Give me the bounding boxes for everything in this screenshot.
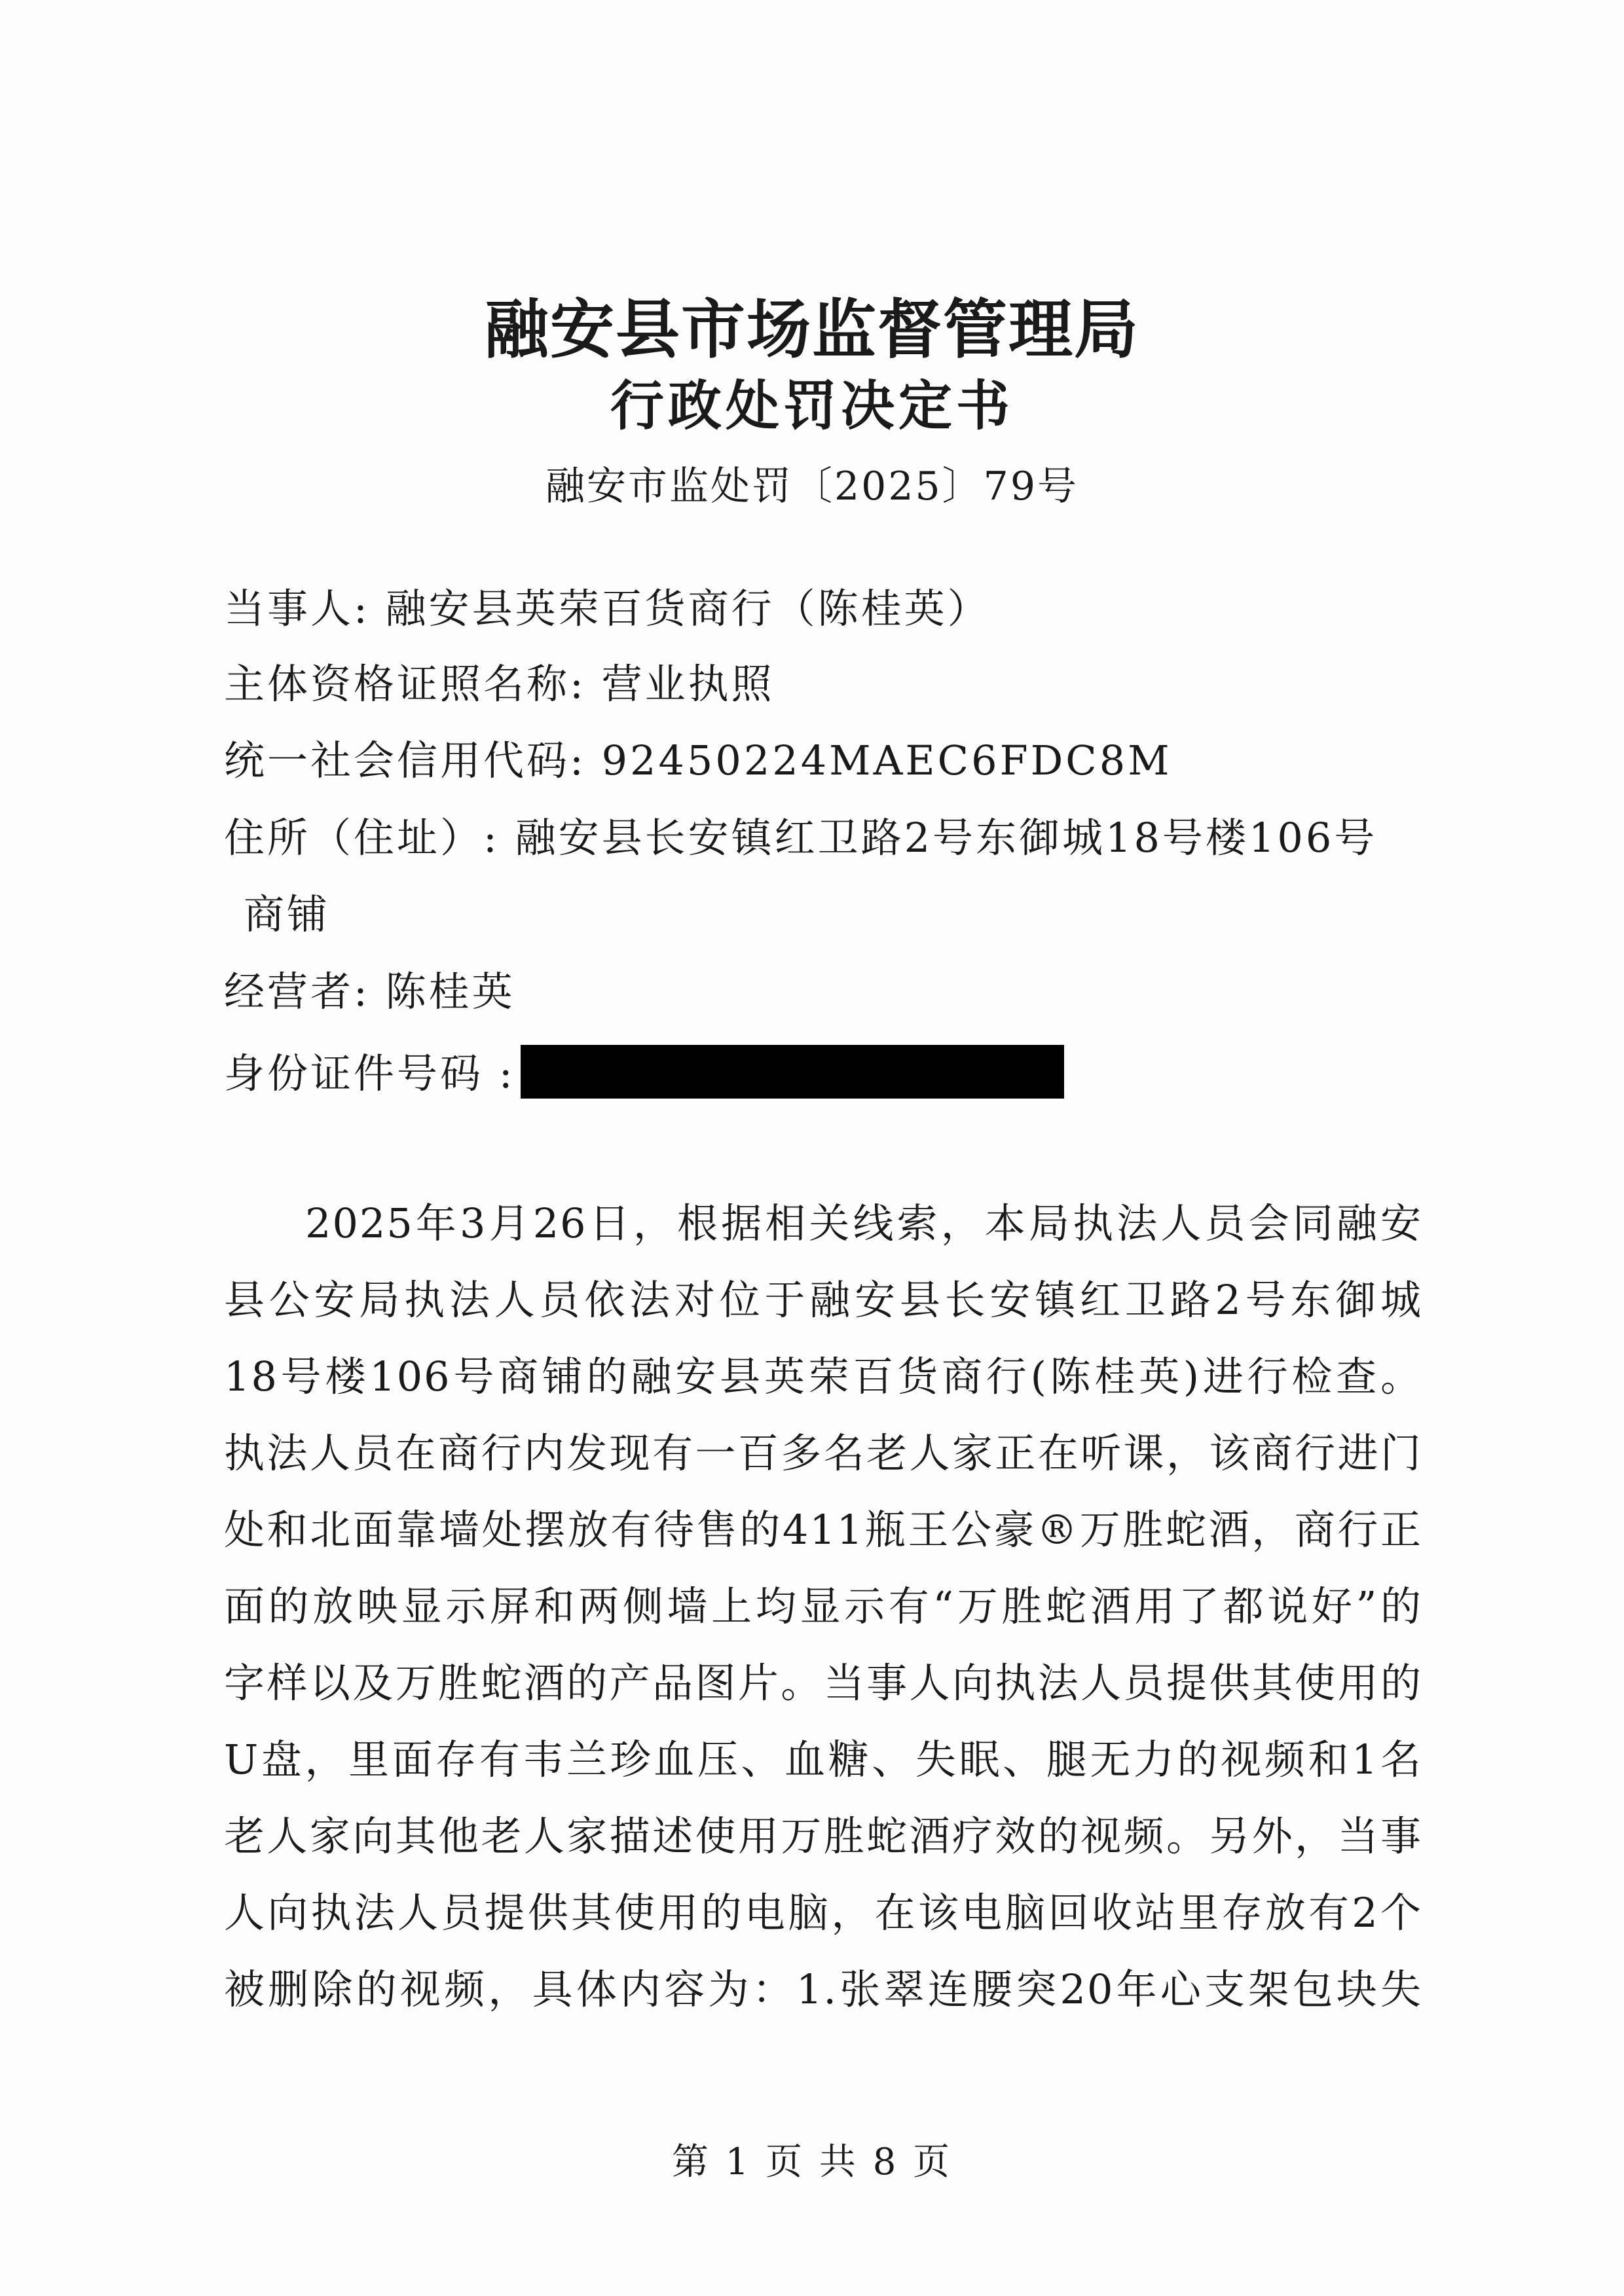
address-field: 住所（住址）: 融安县长安镇红卫路2号东御城18号楼106号 <box>224 814 1378 862</box>
document-type-title: 行政处罚决定书 <box>610 374 1014 437</box>
id-number-label: 身份证件号码 : <box>224 1049 515 1097</box>
body-line: U盘，里面存有韦兰珍血压、血糖、失眠、腿无力的视频和1名 <box>224 1736 1422 1783</box>
body-line: 字样以及万胜蛇酒的产品图片。当事人向执法人员提供其使用的 <box>224 1659 1422 1707</box>
id-number-redaction <box>521 1045 1064 1099</box>
body-line: 18号楼106号商铺的融安县英荣百货商行(陈桂英)进行检查。 <box>224 1353 1422 1400</box>
agency-title: 融安县市场监督管理局 <box>484 292 1139 367</box>
document-number: 融安市监处罚〔2025〕79号 <box>545 464 1079 509</box>
body-line: 县公安局执法人员依法对位于融安县长安镇红卫路2号东御城 <box>224 1276 1422 1324</box>
page-number: 第 1 页 共 8 页 <box>671 2141 953 2183</box>
body-line: 2025年3月26日，根据相关线索，本局执法人员会同融安 <box>305 1199 1422 1247</box>
body-text <box>224 1185 1422 2028</box>
body-line: 老人家向其他老人家描述使用万胜蛇酒疗效的视频。另外，当事 <box>224 1812 1422 1860</box>
license-name-field: 主体资格证照名称: 营业执照 <box>224 660 775 708</box>
body-line: 执法人员在商行内发现有一百多名老人家正在听课，该商行进门 <box>224 1429 1422 1477</box>
body-line: 被删除的视频，具体内容为：1.张翠连腰突20年心支架包块失 <box>224 1965 1422 2013</box>
credit-code-field: 统一社会信用代码: 92450224MAEC6FDC8M <box>224 737 1172 784</box>
body-line: 面的放映显示屏和两侧墙上均显示有“万胜蛇酒用了都说好”的 <box>224 1582 1422 1630</box>
address-field-continued: 商铺 <box>244 890 331 938</box>
operator-field: 经营者: 陈桂英 <box>224 968 515 1015</box>
party-field: 当事人: 融安县英荣百货商行（陈桂英） <box>224 585 991 632</box>
body-line: 人向执法人员提供其使用的电脑，在该电脑回收站里存放有2个 <box>224 1889 1422 1937</box>
body-line: 处和北面靠墙处摆放有待售的411瓶王公豪®万胜蛇酒，商行正 <box>224 1506 1422 1554</box>
